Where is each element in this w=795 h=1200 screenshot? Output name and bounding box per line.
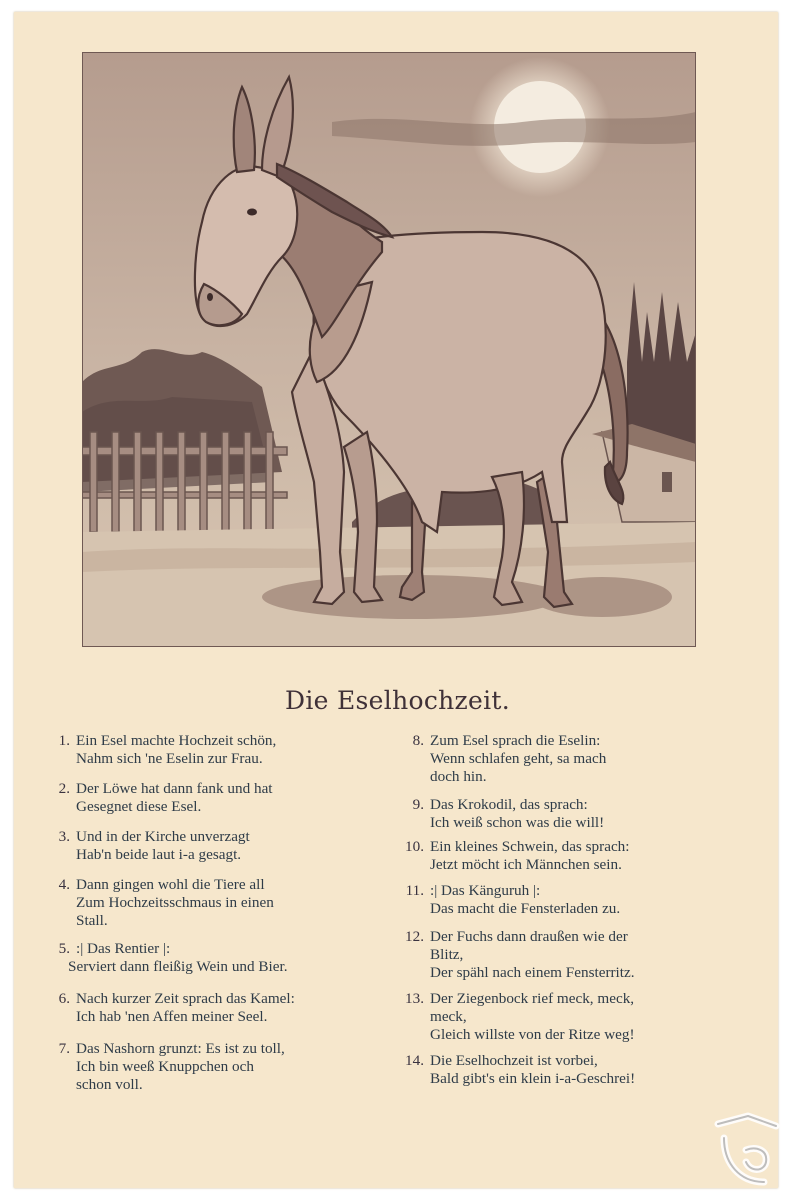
verse-line: Zum Hochzeitsschmaus in einen <box>76 894 274 912</box>
verse-line: Gesegnet diese Esel. <box>76 798 202 816</box>
verse-line: meck, <box>430 1008 467 1026</box>
verse-line: Ich bin weeß Knuppchen och <box>76 1058 254 1076</box>
verse-line: :| Das Känguruh |: <box>430 882 541 899</box>
verse-line: doch hin. <box>430 768 487 786</box>
verse-line: Ein kleines Schwein, das sprach: <box>430 838 630 855</box>
verse-4 <box>44 876 398 940</box>
verse-number: 8. <box>412 732 424 749</box>
verse-13 <box>398 990 754 1052</box>
verse-line: Gleich willste von der Ritze weg! <box>430 1026 635 1044</box>
poem-title: Die Eselhochzeit. <box>285 686 510 715</box>
verse-line: Das Krokodil, das sprach: <box>430 796 588 813</box>
verse-number: 9. <box>412 796 424 813</box>
verse-line: Der Löwe hat dann fank und hat <box>76 780 273 797</box>
verse-number: 14. <box>405 1052 424 1069</box>
donkey-illustration <box>82 52 696 647</box>
verse-line: Ich hab 'nen Affen meiner Seel. <box>76 1008 268 1026</box>
verse-14 <box>398 1052 754 1096</box>
verse-line: Dann gingen wohl die Tiere all <box>76 876 265 893</box>
verse-number: 11. <box>405 882 424 899</box>
verse-line: Die Eselhochzeit ist vorbei, <box>430 1052 598 1069</box>
verse-number: 2. <box>58 780 70 797</box>
verse-line: Wenn schlafen geht, sa mach <box>430 750 607 768</box>
verse-line: Bald gibt's ein klein i-a-Geschrei! <box>430 1070 636 1088</box>
verse-number: 13. <box>405 990 424 1007</box>
verse-line: Serviert dann fleißig Wein und Bier. <box>68 958 288 976</box>
verse-line: Ich weiß schon was die will! <box>430 814 605 832</box>
verse-9 <box>398 796 754 838</box>
verses-left-column <box>44 732 398 1104</box>
verse-line: Der spähl nach einem Fensterritz. <box>430 964 635 982</box>
verse-12 <box>398 928 754 990</box>
verse-line: Nahm sich 'ne Eselin zur Frau. <box>76 750 263 768</box>
verse-number: 4. <box>58 876 70 893</box>
verse-line: Zum Esel sprach die Eselin: <box>430 732 601 749</box>
verse-line: Der Fuchs dann draußen wie der <box>430 928 628 945</box>
verse-2 <box>44 780 398 828</box>
verses-right-column <box>398 732 754 1096</box>
verse-line: Der Ziegenbock rief meck, meck, <box>430 990 635 1007</box>
verse-line: Jetzt möcht ich Männchen sein. <box>430 856 622 874</box>
verse-number: 1. <box>58 732 70 749</box>
verse-6 <box>44 990 398 1040</box>
verse-number: 10. <box>405 838 424 855</box>
verse-number: 5. <box>58 940 70 957</box>
verse-number: 12. <box>405 928 424 945</box>
verse-5 <box>44 940 398 990</box>
verse-line: Stall. <box>76 912 108 930</box>
verse-8 <box>398 732 754 796</box>
verse-line: Blitz, <box>430 946 464 964</box>
verse-line: Hab'n beide laut i-a gesagt. <box>76 846 242 864</box>
verse-line: Und in der Kirche unverzagt <box>76 828 250 845</box>
verse-number: 7. <box>58 1040 70 1057</box>
verse-10 <box>398 838 754 882</box>
verse-line: schon voll. <box>76 1076 143 1094</box>
verse-line: :| Das Rentier |: <box>76 940 171 957</box>
verse-11 <box>398 882 754 928</box>
ebay-logo-watermark-icon <box>704 1104 790 1194</box>
verse-line: Das Nashorn grunzt: Es ist zu toll, <box>76 1040 285 1057</box>
verse-7 <box>44 1040 398 1104</box>
verse-line: Nach kurzer Zeit sprach das Kamel: <box>76 990 295 1007</box>
verse-line: Das macht die Fensterladen zu. <box>430 900 621 918</box>
verse-number: 6. <box>58 990 70 1007</box>
verse-1 <box>44 732 398 780</box>
verse-line: Ein Esel machte Hochzeit schön, <box>76 732 277 749</box>
verse-number: 3. <box>58 828 70 845</box>
verse-3 <box>44 828 398 876</box>
